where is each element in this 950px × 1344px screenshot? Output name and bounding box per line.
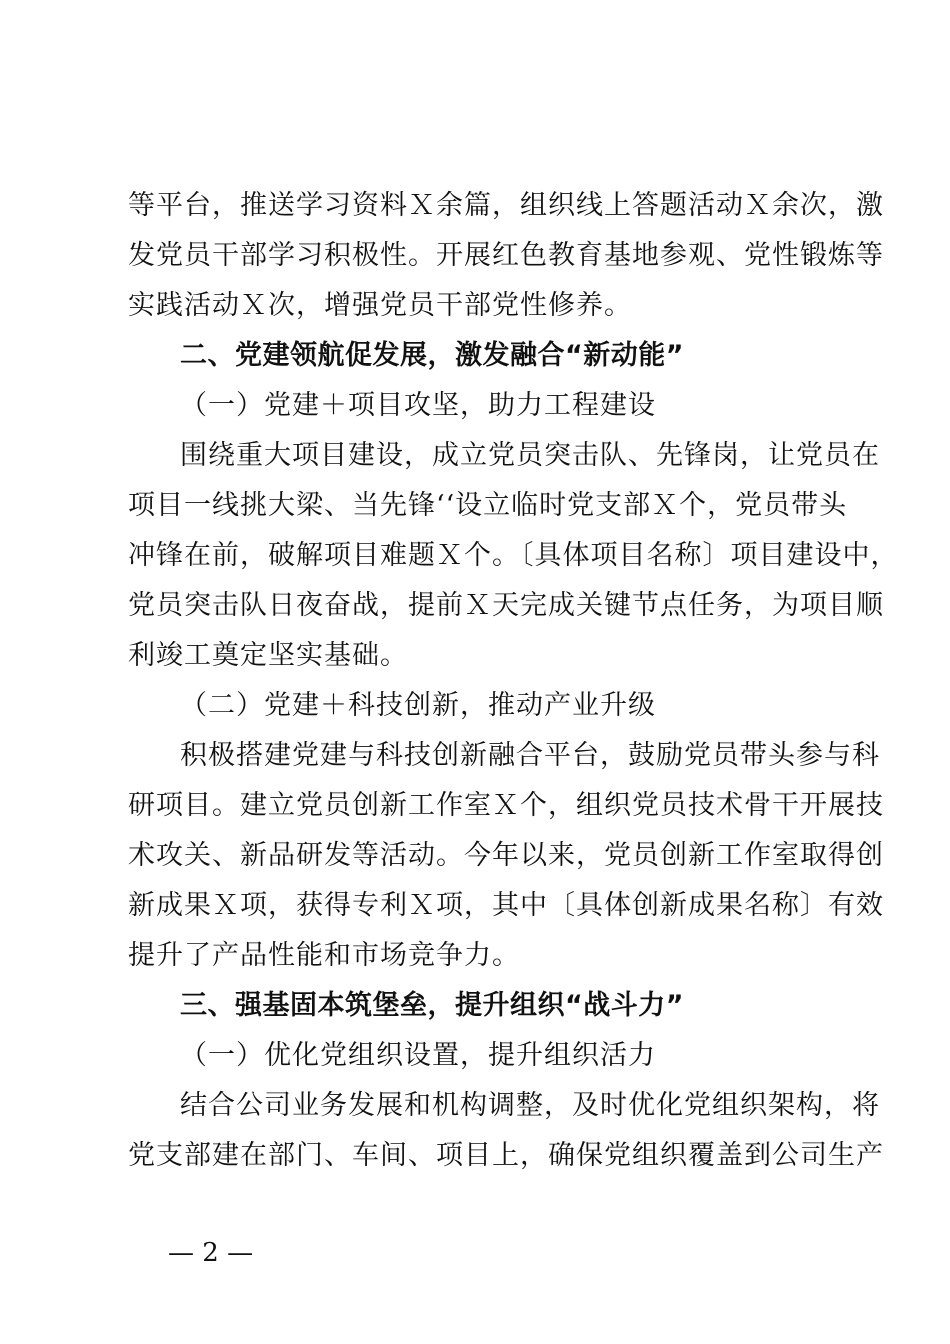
body-text-line: 党员突击队日夜奋战，提前Ｘ天完成关键节点任务，为项目顺: [128, 590, 884, 621]
section-heading-2: 二、党建领航促发展，激发融合“新动能”: [180, 340, 684, 371]
subsection-heading: （二）党建＋科技创新，推动产业升级: [180, 690, 656, 721]
body-text-line: 发党员干部学习积极性。开展红色教育基地参观、党性锻炼等: [128, 240, 884, 271]
body-text-line: 等平台，推送学习资料Ｘ余篇，组织线上答题活动Ｘ余次，激: [128, 190, 884, 221]
body-text-line: 结合公司业务发展和机构调整，及时优化党组织架构，将: [180, 1090, 880, 1121]
body-text-line: 积极搭建党建与科技创新融合平台，鼓励党员带头参与科: [180, 740, 880, 771]
page-number: — 2 —: [168, 1238, 254, 1268]
body-text-line: 党支部建在部门、车间、项目上，确保党组织覆盖到公司生产: [128, 1140, 884, 1171]
body-text-line: 围绕重大项目建设，成立党员突击队、先锋岗，让党员在: [180, 440, 880, 471]
body-text-line: 实践活动Ｘ次，增强党员干部党性修养。: [128, 290, 632, 321]
section-heading-3: 三、强基固本筑堡垒，提升组织“战斗力”: [180, 990, 684, 1021]
body-text-line: 冲锋在前，破解项目难题Ｘ个。〔具体项目名称〕项目建设中，: [128, 540, 899, 571]
body-text-line: 提升了产品性能和市场竞争力。: [128, 940, 520, 971]
body-text-line: 利竣工奠定坚实基础。: [128, 640, 408, 671]
body-text-line: 新成果Ｘ项，获得专利Ｘ项，其中〔具体创新成果名称〕有效: [128, 890, 884, 921]
body-text-line: 项目一线挑大梁、当先锋‘‘设立临时党支部Ｘ个，党员带头: [128, 490, 848, 521]
subsection-heading: （一）优化党组织设置，提升组织活力: [180, 1040, 656, 1071]
body-text-line: 研项目。建立党员创新工作室Ｘ个，组织党员技术骨干开展技: [128, 790, 884, 821]
body-text-line: 术攻关、新品研发等活动。今年以来，党员创新工作室取得创: [128, 840, 884, 871]
subsection-heading: （一）党建＋项目攻坚，助力工程建设: [180, 390, 656, 421]
